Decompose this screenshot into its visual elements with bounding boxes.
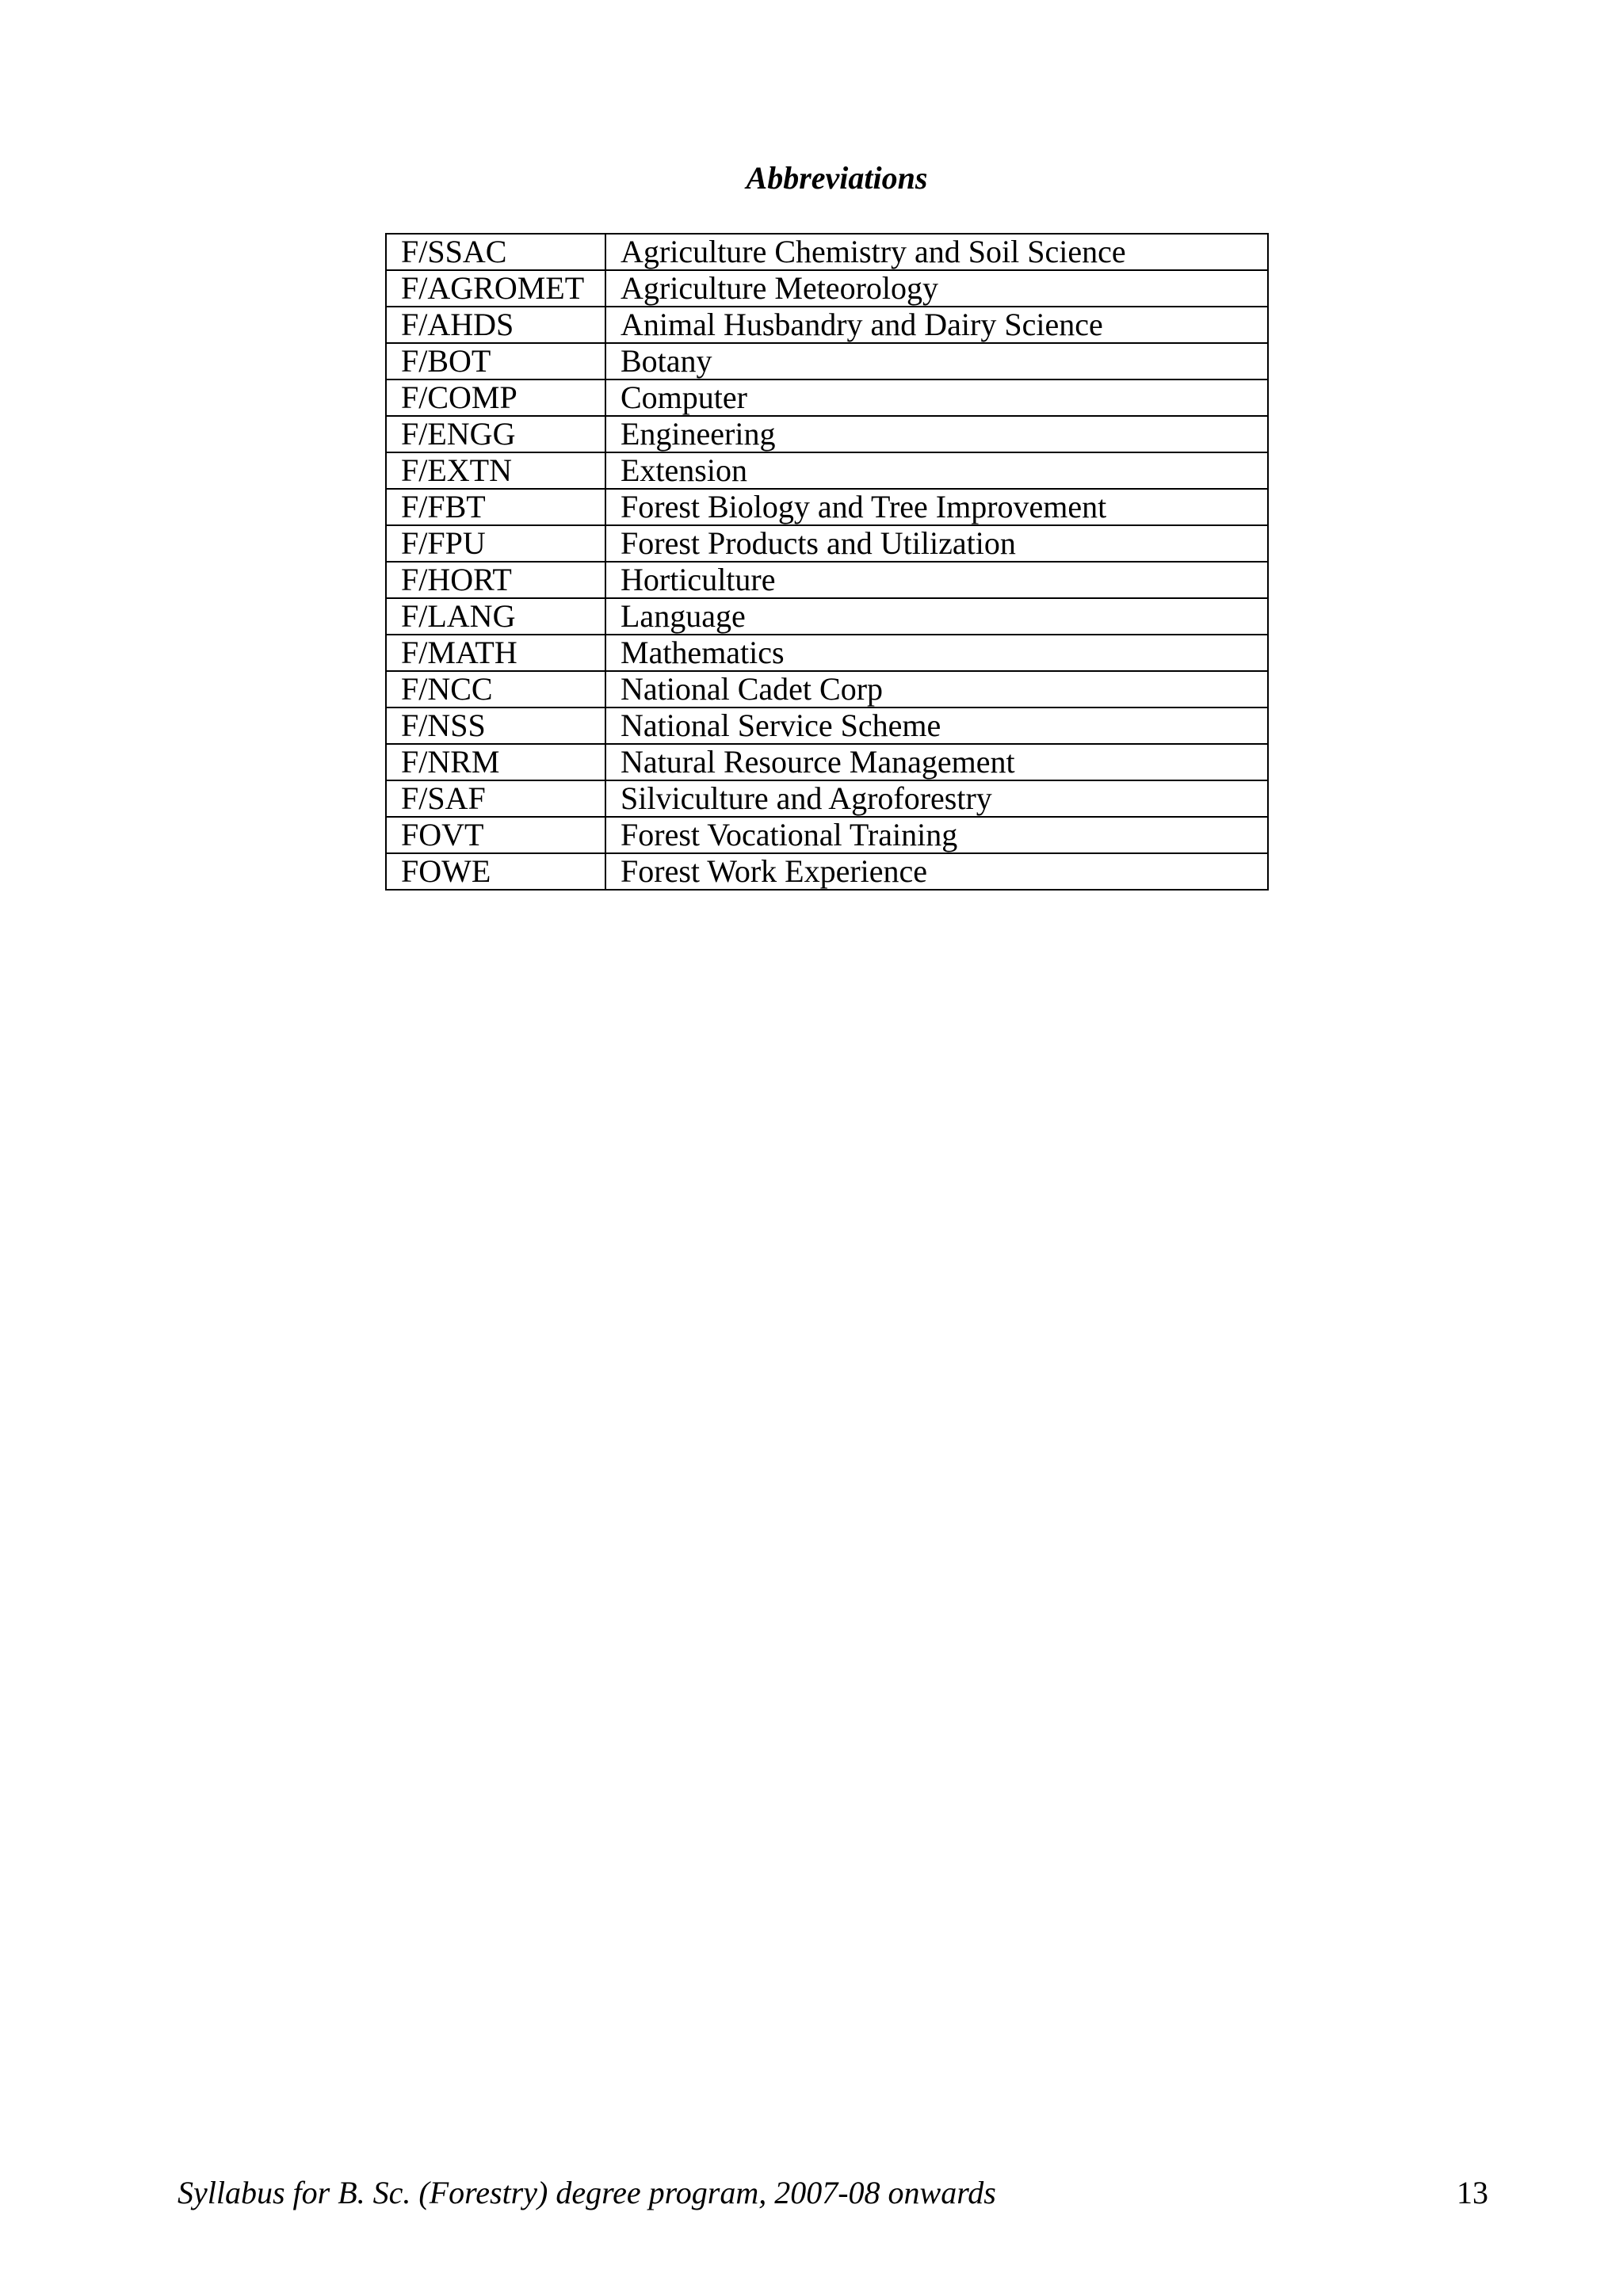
abbreviation-code: F/LANG: [386, 598, 605, 635]
abbreviation-meaning: Extension: [605, 452, 1268, 489]
abbreviation-code: F/AHDS: [386, 307, 605, 343]
abbreviation-meaning: Horticulture: [605, 562, 1268, 598]
abbreviation-code: F/NRM: [386, 744, 605, 780]
abbreviation-meaning: Engineering: [605, 416, 1268, 452]
page-number: 13: [1457, 2175, 1488, 2210]
abbreviation-meaning: Agriculture Meteorology: [605, 270, 1268, 307]
table-row: [386, 525, 1268, 562]
abbreviation-meaning: National Cadet Corp: [605, 671, 1268, 707]
table-row: [386, 671, 1268, 707]
abbreviation-code: F/HORT: [386, 562, 605, 598]
abbreviation-code: F/NSS: [386, 707, 605, 744]
table-row: [386, 234, 1268, 270]
abbreviation-code: F/NCC: [386, 671, 605, 707]
abbreviation-code: F/AGROMET: [386, 270, 605, 307]
abbreviation-code: FOVT: [386, 817, 605, 853]
table-row: [386, 452, 1268, 489]
abbreviation-meaning: Computer: [605, 379, 1268, 416]
table-row: [386, 307, 1268, 343]
page-title: Abbreviations: [746, 160, 928, 196]
abbreviation-code: F/SAF: [386, 780, 605, 817]
abbreviation-code: F/FPU: [386, 525, 605, 562]
abbreviation-meaning: Language: [605, 598, 1268, 635]
table-row: [386, 707, 1268, 744]
abbreviation-code: FOWE: [386, 853, 605, 890]
abbreviation-code: F/SSAC: [386, 234, 605, 270]
abbreviation-code: F/BOT: [386, 343, 605, 379]
table-row: [386, 780, 1268, 817]
abbreviation-meaning: Forest Work Experience: [605, 853, 1268, 890]
abbreviation-meaning: Forest Products and Utilization: [605, 525, 1268, 562]
abbreviation-code: F/ENGG: [386, 416, 605, 452]
abbreviation-code: F/FBT: [386, 489, 605, 525]
abbreviation-meaning: Mathematics: [605, 635, 1268, 671]
abbreviation-meaning: Natural Resource Management: [605, 744, 1268, 780]
abbreviation-meaning: Botany: [605, 343, 1268, 379]
abbreviation-meaning: National Service Scheme: [605, 707, 1268, 744]
abbreviation-meaning: Forest Vocational Training: [605, 817, 1268, 853]
table-row: [386, 817, 1268, 853]
abbreviation-meaning: Agriculture Chemistry and Soil Science: [605, 234, 1268, 270]
table-row: [386, 598, 1268, 635]
table-row: [386, 562, 1268, 598]
table-row: [386, 379, 1268, 416]
table-row: [386, 343, 1268, 379]
abbreviation-code: F/MATH: [386, 635, 605, 671]
table-row: [386, 635, 1268, 671]
table-row: [386, 489, 1268, 525]
table-row: [386, 270, 1268, 307]
abbreviation-code: F/EXTN: [386, 452, 605, 489]
footer-text: Syllabus for B. Sc. (Forestry) degree program, 2007-08 onwards: [178, 2175, 996, 2210]
table-row: [386, 744, 1268, 780]
abbreviation-meaning: Animal Husbandry and Dairy Science: [605, 307, 1268, 343]
abbreviation-meaning: Forest Biology and Tree Improvement: [605, 489, 1268, 525]
abbreviations-table: [385, 233, 1269, 891]
table-row: [386, 853, 1268, 890]
abbreviations-table-body: [386, 234, 1268, 890]
abbreviation-meaning: Silviculture and Agroforestry: [605, 780, 1268, 817]
table-row: [386, 416, 1268, 452]
abbreviation-code: F/COMP: [386, 379, 605, 416]
